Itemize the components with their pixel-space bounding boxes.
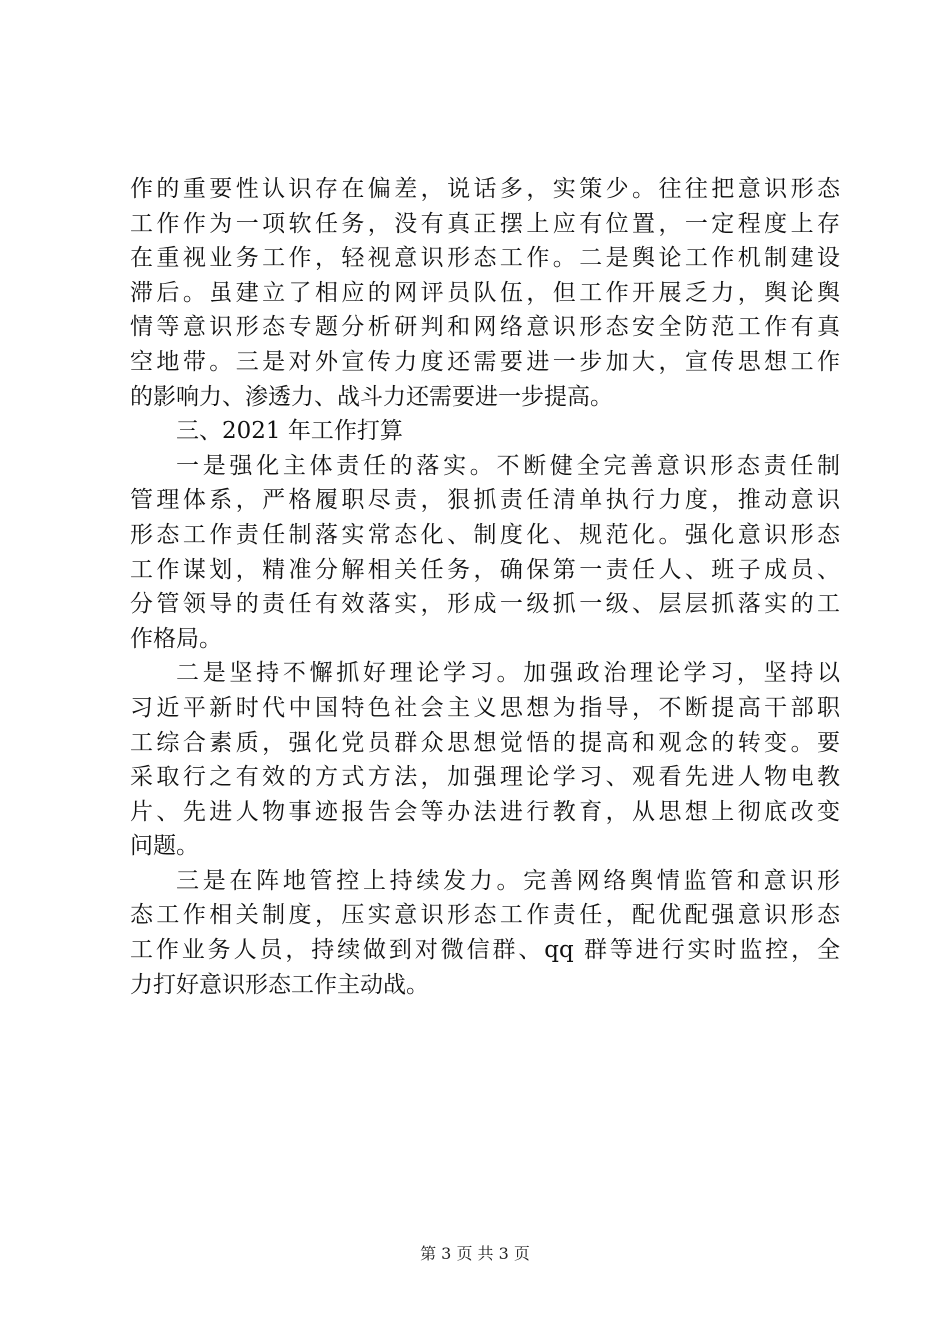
text-line: 作格局。 [130, 625, 222, 652]
paragraph-first-line: 一是强化主体责任的落实。不断健全完善意识形态责任制 [176, 452, 840, 479]
text-line: 问题。 [130, 833, 199, 860]
paragraph-first-line: 三是在阵地管控上持续发力。完善网络舆情监管和意识形 [176, 867, 840, 894]
text-line: 作的重要性认识存在偏差，说话多，实策少。往往把意识形态 [130, 176, 840, 202]
text-line: 管理体系，严格履职尽责，狠抓责任清单执行力度，推动意识 [130, 487, 840, 514]
text-line: 力打好意识形态工作主动战。 [130, 971, 429, 998]
text-line: 工作作为一项软任务，没有真正摆上应有位置，一定程度上存 [130, 210, 840, 237]
text-line: 采取行之有效的方式方法，加强理论学习、观看先进人物电教 [130, 764, 840, 791]
text-line: 情等意识形态专题分析研判和网络意识形态安全防范工作有真 [130, 314, 840, 341]
document-body [130, 172, 840, 1002]
text-line: 滞后。虽建立了相应的网评员队伍，但工作开展乏力，舆论舆 [130, 279, 840, 306]
text-line: 工作业务人员，持续做到对微信群、qq 群等进行实时监控，全 [130, 937, 840, 964]
text-line: 分管领导的责任有效落实，形成一级抓一级、层层抓落实的工 [130, 591, 840, 618]
text-line: 态工作相关制度，压实意识形态工作责任，配优配强意识形态 [130, 902, 840, 929]
text-line: 在重视业务工作，轻视意识形态工作。二是舆论工作机制建设 [130, 245, 840, 272]
page-footer: 第 3 页 共 3 页 [420, 1244, 530, 1263]
text-line: 的影响力、渗透力、战斗力还需要进一步提高。 [130, 383, 613, 410]
text-line: 空地带。三是对外宣传力度还需要进一步加大，宣传思想工作 [130, 348, 840, 375]
text-line: 工作谋划，精准分解相关任务，确保第一责任人、班子成员、 [130, 556, 840, 583]
section-heading: 三、2021 年工作打算 [176, 418, 403, 445]
text-line: 习近平新时代中国特色社会主义思想为指导，不断提高干部职 [130, 694, 840, 721]
text-line: 形态工作责任制落实常态化、制度化、规范化。强化意识形态 [130, 521, 840, 548]
text-line: 片、先进人物事迹报告会等办法进行教育，从思想上彻底改变 [130, 798, 840, 825]
paragraph-first-line: 二是坚持不懈抓好理论学习。加强政治理论学习，坚持以 [176, 660, 840, 687]
text-line: 工综合素质，强化党员群众思想觉悟的提高和观念的转变。要 [130, 729, 840, 756]
